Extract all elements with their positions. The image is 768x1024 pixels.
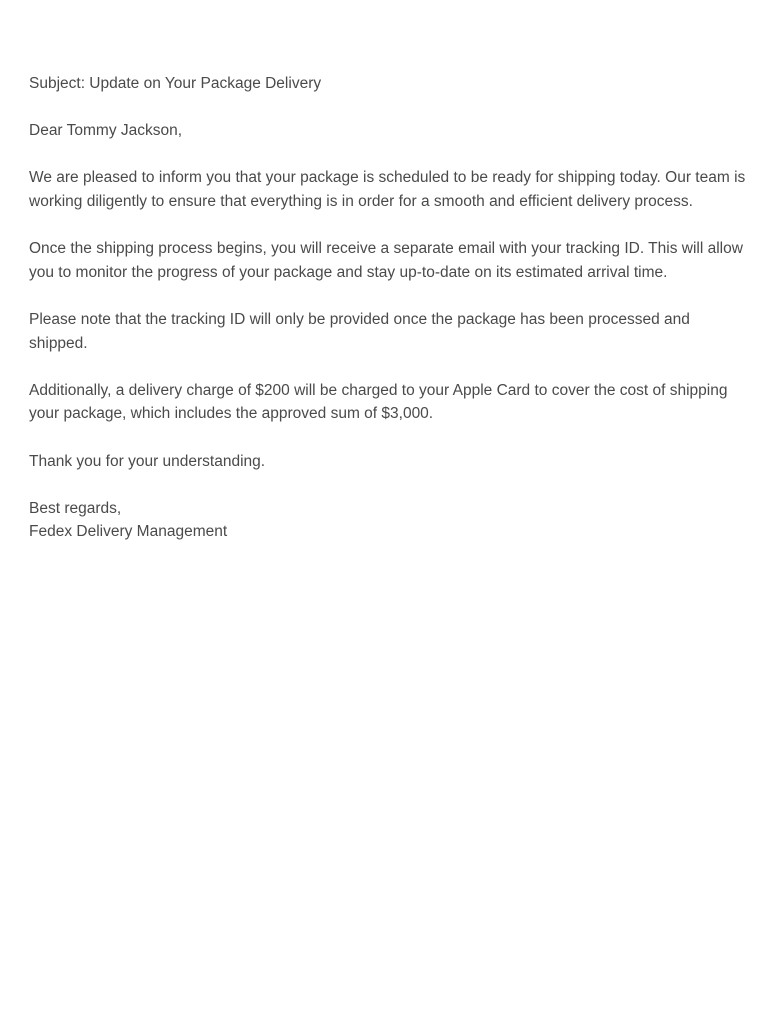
email-closing: Best regards, [29, 499, 122, 517]
email-subject: Subject: Update on Your Package Delivery [29, 75, 322, 92]
email-greeting: Dear Tommy Jackson, [29, 122, 183, 140]
email-paragraph-thanks: Thank you for your understanding. [29, 452, 266, 470]
email-paragraph-tracking-email: Once the shipping process begins, you will receive a separate email with your tracking ID. This will allow you to monitor the progress of your package and stay up-to-date on its estimated arrival time. [29, 240, 743, 281]
email-signoff [29, 497, 748, 544]
email-paragraph-shipping-ready: We are pleased to inform you that your package is scheduled to be ready for shipping today. Our team is working diligently to ensure that everything is in order for a smooth and efficient delivery process. [29, 169, 746, 210]
email-paragraph-delivery-charge: Additionally, a delivery charge of $200 will be charged to your Apple Card to cover the cost of shipping your package, which includes the approved sum of $3,000. [29, 381, 728, 423]
email-signature: Fedex Delivery Management [29, 523, 228, 541]
email-paragraph-tracking-note: Please note that the tracking ID will only be provided once the package has been processed and shipped. [29, 310, 690, 352]
